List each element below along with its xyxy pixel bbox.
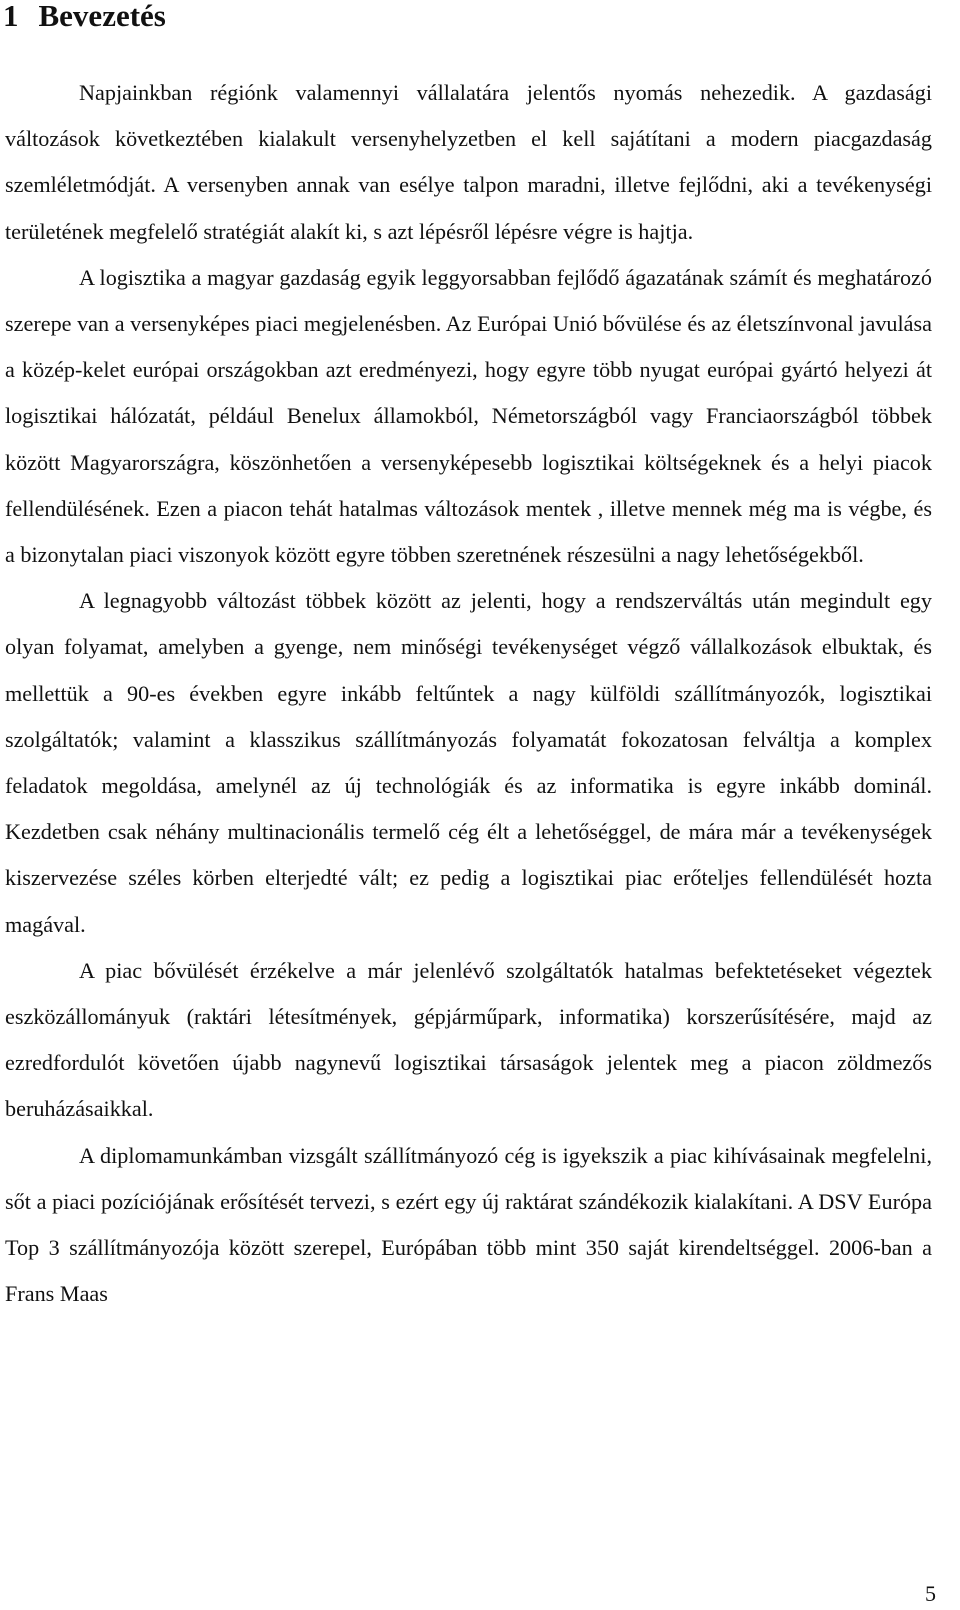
section-title: Bevezetés: [38, 0, 166, 33]
paragraph-3: A legnagyobb változást többek között az jelenti, hogy a rendszerváltás után megindult egy olyan folyamat, amelyben a gyenge, nem minőségi tevékenységet végző vállalkozások elbuktak, és mellettük a 90-es években egyre inkább feltűntek a nagy külföldi szállítmányozók, logisztikai szolgáltatók; valamint a klasszikus szállítmányozás folyamatát fokozatosan felváltja a komplex feladatok megoldása, amelynél az új technológiák és az informatika is egyre inkább dominál. Kezdetben csak néhány multinacionális termelő cég élt a lehetőséggel, de mára már a tevékenységek kiszervezése széles körben elterjedté vált; ez pedig a logisztikai piac erőteljes fellendülését hozta magával.: [5, 588, 932, 937]
paragraph-5: A diplomamunkámban vizsgált szállítmányozó cég is igyekszik a piac kihívásainak megfelelni, sőt a piaci pozíciójának erősítését tervezi, s ezért egy új raktárat szándékozik kialakítani. A DSV Európa Top 3 szállítmányozója között szerepel, Európában több mint 350 saját kirendeltséggel. 2006-ban a Frans Maas: [5, 1142, 932, 1307]
section-heading: [3, 0, 166, 36]
section-number: 1: [3, 0, 19, 33]
body-text: [5, 70, 932, 1317]
paragraph-4: A piac bővülését érzékelve a már jelenlévő szolgáltatók hatalmas befektetéseket végeztek eszközállományuk (raktári létesítmények, gépjárműpark, informatika) korszerűsítésére, majd az ezredfordulót követően újabb nagynevű logisztikai társaságok jelentek meg a piacon zöldmezős beruházásaikkal.: [5, 957, 932, 1122]
paragraph-1: Napjainkban régiónk valamennyi vállalatára jelentős nyomás nehezedik. A gazdasági változások következtében kialakult versenyhelyzetben el kell sajátítani a modern piacgazdaság szemléletmódját. A versenyben annak van esélye talpon maradni, illetve fejlődni, aki a tevékenységi területének megfelelő stratégiát alakít ki, s azt lépésről lépésre végre is hajtja.: [5, 80, 932, 244]
page-number: 5: [925, 1581, 936, 1606]
paragraph-2: A logisztika a magyar gazdaság egyik leggyorsabban fejlődő ágazatának számít és meghatározó szerepe van a versenyképes piaci megjelenésben. Az Európai Unió bővülése és az életszínvonal javulása a közép-kelet európai országokban azt eredményezi, hogy egyre több nyugat európai gyártó helyezi át logisztikai hálózatát, például Benelux államokból, Németországból vagy Franciaországból többek között Magyarországra, köszönhetően a versenyképesebb logisztikai költségeknek és a helyi piacok fellendülésének. Ezen a piacon tehát hatalmas változások mentek , illetve mennek még ma is végbe, és a bizonytalan piaci viszonyok között egyre többen szeretnének részesülni a nagy lehetőségekből.: [5, 264, 932, 568]
